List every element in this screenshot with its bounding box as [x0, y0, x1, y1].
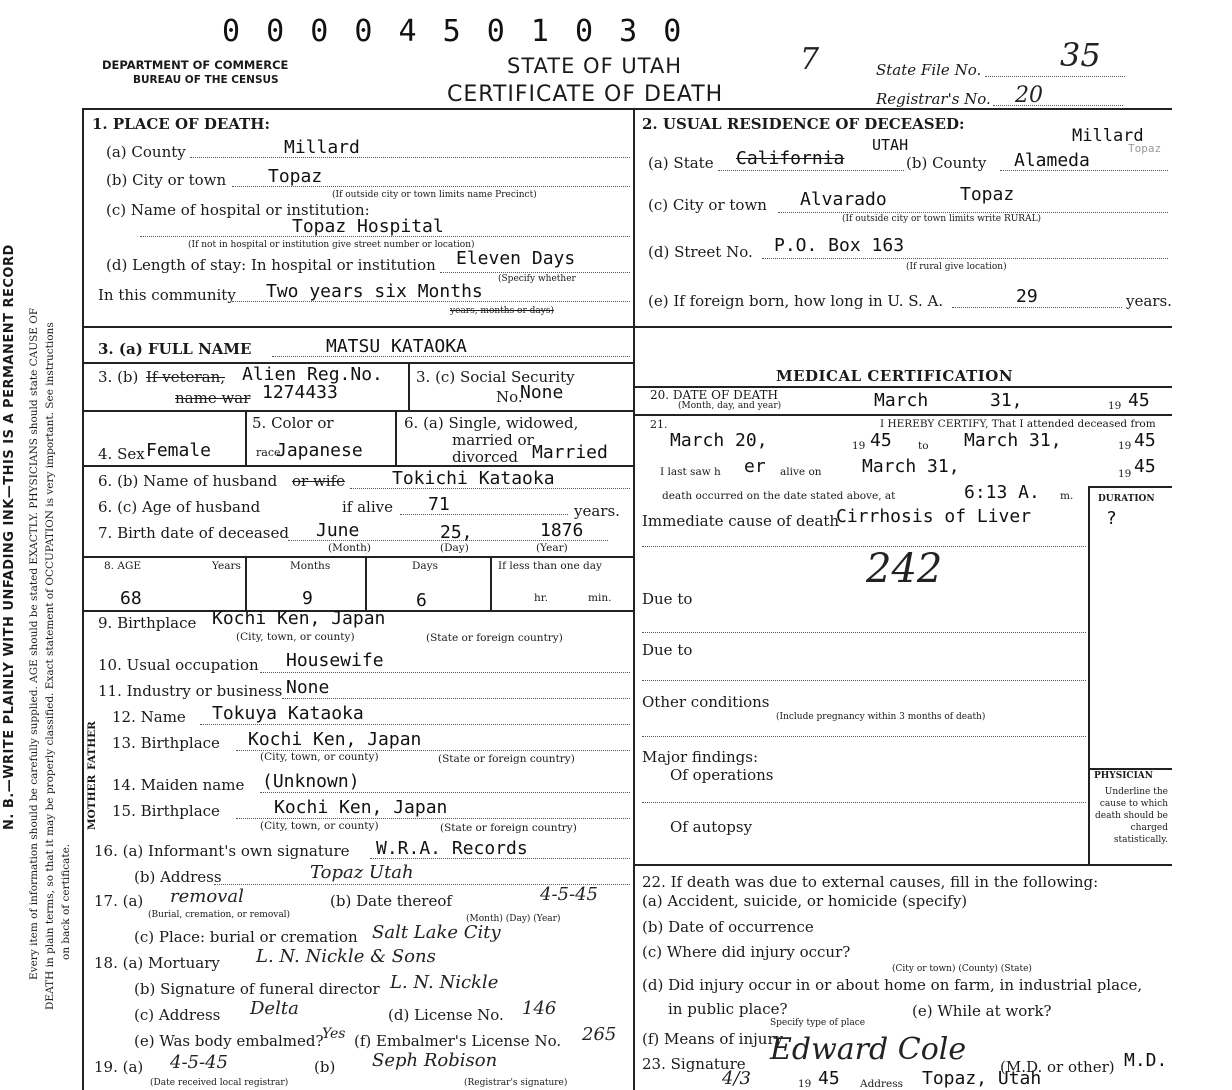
res-city-label: (c) City or town	[648, 196, 767, 214]
last-saw-her: er	[744, 456, 766, 477]
husband-age: 71	[428, 494, 450, 515]
mother-birthplace: Kochi Ken, Japan	[274, 797, 448, 818]
race: Japanese	[276, 440, 363, 461]
of-autopsy: Of autopsy	[670, 818, 753, 836]
res-county-over: Millard	[1072, 126, 1144, 146]
informant-address: Topaz Utah	[310, 862, 414, 883]
removal-label: 17. (a)	[94, 892, 144, 910]
external-c-note: (City or town) (County) (State)	[892, 964, 1032, 974]
res-foreign: 29	[1016, 286, 1038, 307]
pod-city-note: (If outside city or town limits name Precinct)	[332, 190, 537, 200]
age-min: min.	[588, 592, 612, 604]
father-name: Tokuya Kataoka	[212, 703, 364, 724]
pod-community-label: In this community	[98, 286, 236, 304]
full-name-label: 3. (a) FULL NAME	[98, 340, 252, 358]
top-mark: 7	[800, 42, 820, 77]
age-days-head: Days	[412, 560, 438, 572]
removal-date-label: (b) Date thereof	[330, 892, 452, 910]
filed-label: 19. (a)	[94, 1058, 144, 1076]
birth-month: June	[316, 520, 360, 541]
mother-side-label: MOTHER	[86, 774, 98, 830]
attend-from-year-prefix: 19	[852, 440, 866, 452]
signature-year-prefix: 19	[798, 1078, 812, 1090]
bureau-label: BUREAU OF THE CENSUS	[133, 74, 279, 86]
registrar-signature: Seph Robison	[372, 1050, 498, 1071]
embalmer-license: 265	[582, 1024, 617, 1045]
immediate-cause-label: Immediate cause of death	[642, 512, 840, 530]
certify-number: 21.	[650, 418, 668, 431]
father-city-note: (City, town, or county)	[260, 751, 379, 763]
time-of-death: 6:13 A.	[964, 482, 1040, 503]
father-bp-label: 13. Birthplace	[112, 734, 220, 752]
pod-hospital: Topaz Hospital	[292, 216, 444, 237]
last-year-prefix: 19	[1118, 468, 1132, 480]
informant-signature: W.R.A. Records	[376, 838, 528, 859]
birthplace-state-note: (State or foreign country)	[426, 632, 563, 644]
filed-note: (Date received local registrar)	[150, 1078, 289, 1088]
attend-to-year: 45	[1134, 430, 1156, 451]
husband-name: Tokichi Kataoka	[392, 468, 555, 489]
mother-name: (Unknown)	[262, 771, 360, 792]
informant-addr-label: (b) Address	[134, 868, 222, 886]
dod-year-prefix: 19	[1108, 400, 1122, 412]
month-note: (Month)	[328, 542, 372, 554]
of-operations: Of operations	[670, 766, 774, 784]
dod-label: 20. DATE OF DEATH	[650, 388, 778, 402]
margin-warning: N. B.—WRITE PLAINLY WITH UNFADING INK—THIS IS A PERMANENT RECORD	[2, 244, 17, 830]
registrar-sig-label: (b)	[314, 1058, 336, 1076]
color-label: 5. Color or	[252, 414, 334, 432]
last-saw-a: I last saw h	[660, 466, 721, 478]
pod-stay: Eleven Days	[456, 248, 576, 269]
or-wife-struck: or wife	[292, 472, 346, 490]
res-county-over2: Topaz	[1128, 142, 1162, 155]
ss-number: None	[520, 382, 564, 403]
md-label: (M.D. or other)	[1000, 1058, 1115, 1076]
year-note: (Year)	[536, 542, 568, 554]
director-label: (b) Signature of funeral director	[134, 980, 380, 998]
mother-city-note: (City, town, or county)	[260, 820, 379, 832]
pod-city: Topaz	[268, 166, 323, 187]
signature-year: 45	[818, 1068, 840, 1089]
sex: Female	[146, 440, 212, 461]
director-signature: L. N. Nickle	[390, 972, 499, 993]
dod-day: 31,	[990, 390, 1023, 411]
marital-status: Married	[532, 442, 608, 463]
dod-note: (Month, day, and year)	[678, 401, 782, 411]
res-street: P.O. Box 163	[774, 235, 905, 256]
burial-place: Salt Lake City	[372, 922, 501, 943]
state-file-number: 35	[1060, 36, 1101, 74]
pod-community-note: years, months or days)	[450, 306, 554, 316]
marital-label-3: divorced	[452, 448, 518, 466]
pod-hospital-label: (c) Name of hospital or institution:	[106, 201, 370, 219]
birthplace-city-note: (City, town, or county)	[236, 631, 355, 643]
margin-instructions-3: on back of certificate.	[60, 843, 72, 960]
registrar-sig-note: (Registrar's signature)	[464, 1078, 568, 1088]
last-saw-b: alive on	[780, 466, 822, 478]
last-saw-date: March 31,	[862, 456, 960, 477]
pod-county-label: (a) County	[106, 143, 186, 161]
serial-number: 0 0 0 0 4 5 0 1 0 3 0	[222, 14, 686, 49]
age-hr: hr.	[534, 592, 548, 604]
state-heading: STATE OF UTAH	[507, 54, 683, 78]
pod-specify-note: (Specify whether	[498, 274, 576, 284]
time-m: m.	[1060, 490, 1074, 502]
res-city: Alvarado	[800, 189, 887, 210]
immediate-cause: Cirrhosis of Liver	[836, 506, 1032, 527]
father-state-note: (State or foreign country)	[438, 753, 575, 765]
embalmed: Yes	[322, 1026, 346, 1042]
marital-label: 6. (a) Single, widowed,	[404, 414, 579, 432]
birth-date-label: 7. Birth date of deceased	[98, 524, 289, 542]
mortuary-label: 18. (a) Mortuary	[94, 954, 220, 972]
physician-head: PHYSICIAN	[1094, 771, 1153, 781]
mortuary: L. N. Nickle & Sons	[256, 946, 436, 967]
filed-date: 4-5-45	[170, 1052, 228, 1073]
md-value: M.D.	[1124, 1050, 1168, 1071]
embalmed-label: (e) Was body embalmed?	[134, 1032, 324, 1050]
residence-heading: 2. USUAL RESIDENCE OF DECEASED:	[642, 115, 965, 133]
mortuary-address: Delta	[250, 998, 299, 1019]
attend-to: to	[918, 440, 929, 452]
res-county: Alameda	[1014, 150, 1090, 171]
dod-year: 45	[1128, 390, 1150, 411]
place-of-death-heading: 1. PLACE OF DEATH:	[92, 115, 271, 133]
removal-date: 4-5-45	[540, 884, 598, 905]
age-years: 68	[120, 588, 142, 609]
father-birthplace: Kochi Ken, Japan	[248, 729, 422, 750]
external-f: (f) Means of injury	[642, 1030, 784, 1048]
husband-age-years: years.	[574, 502, 620, 520]
signature-address-label: Address	[860, 1078, 904, 1090]
license-number: 146	[522, 998, 557, 1019]
certificate-title: CERTIFICATE OF DEATH	[447, 82, 724, 107]
major-findings: Major findings:	[642, 748, 759, 766]
pod-hospital-note: (If not in hospital or institution give street number or location)	[188, 240, 475, 250]
sex-label: 4. Sex	[98, 445, 145, 463]
signature-address: Topaz, Utah	[922, 1068, 1042, 1089]
physician-signature: Edward Cole	[770, 1032, 967, 1067]
other-conditions: Other conditions	[642, 693, 770, 711]
certify-text: I HEREBY CERTIFY, That I attended deceased from	[880, 418, 1156, 430]
husband-label: 6. (b) Name of husband	[98, 472, 278, 490]
license-label: (d) License No.	[388, 1006, 504, 1024]
external-d2: in public place?	[668, 1000, 788, 1018]
res-years: years.	[1126, 292, 1172, 310]
husband-age-label: 6. (c) Age of husband	[98, 498, 261, 516]
age-months-head: Months	[290, 560, 331, 572]
res-city-note: (If outside city or town limits write RURAL)	[842, 214, 1042, 224]
age-less-day: If less than one day	[498, 560, 602, 572]
veteran-struck: If veteran,	[146, 368, 226, 386]
pod-county: Millard	[284, 137, 360, 158]
item-3b-label: 3. (b)	[98, 368, 139, 386]
external-c: (c) Where did injury occur?	[642, 943, 851, 961]
birthplace: Kochi Ken, Japan	[212, 608, 386, 629]
father-side-label: FATHER	[86, 721, 98, 770]
age-days: 6	[416, 590, 427, 611]
external-b: (b) Date of occurrence	[642, 918, 814, 936]
margin-instructions-2: DEATH in plain terms, so that it may be properly classified. Exact statement of OCCUPATION is very important. See instructions	[44, 322, 56, 1010]
day-note: (Day)	[440, 542, 469, 554]
registrar-label: Registrar's No.	[876, 90, 991, 108]
alien-reg-label: Alien Reg.No.	[242, 364, 383, 385]
medical-heading: MEDICAL CERTIFICATION	[776, 367, 1014, 385]
attend-to-year-prefix: 19	[1118, 440, 1132, 452]
res-city-over: Topaz	[960, 184, 1015, 205]
removal-note: (Burial, cremation, or removal)	[148, 910, 291, 920]
other-conditions-note: (Include pregnancy within 3 months of death)	[776, 712, 986, 722]
industry: None	[286, 677, 330, 698]
race-label: race	[256, 446, 281, 459]
mother-name-label: 14. Maiden name	[112, 776, 245, 794]
alien-reg-number: 1274433	[262, 382, 338, 403]
specify-type: Specify type of place	[770, 1018, 866, 1028]
cause-code: 242	[866, 546, 943, 592]
occurred-text: death occurred on the date stated above, at	[662, 490, 896, 502]
industry-label: 11. Industry or business	[98, 682, 283, 700]
full-name: MATSU KATAOKA	[326, 336, 467, 357]
due-to-1: Due to	[642, 590, 693, 608]
res-state-over: UTAH	[872, 136, 909, 154]
name-war-struck: name war	[175, 389, 251, 407]
immediate-duration: ?	[1106, 508, 1117, 529]
physician-note: Underline the cause to which death should be charged statistically.	[1095, 787, 1168, 845]
attend-from-year: 45	[870, 430, 892, 451]
attend-to-date: March 31,	[964, 430, 1062, 451]
external-heading: 22. If death was due to external causes, fill in the following:	[642, 873, 1099, 891]
embalmer-license-label: (f) Embalmer's License No.	[354, 1032, 562, 1050]
pod-city-label: (b) City or town	[106, 171, 227, 189]
signature-date: 4/3	[722, 1068, 751, 1089]
mother-bp-label: 15. Birthplace	[112, 802, 220, 820]
birth-day: 25,	[440, 522, 473, 543]
mother-state-note: (State or foreign country)	[440, 822, 577, 834]
res-foreign-label: (e) If foreign born, how long in U. S. A.	[648, 292, 944, 310]
age-years-head: Years	[212, 560, 241, 572]
ss-no-label: No.	[496, 388, 523, 406]
dod-month: March	[874, 390, 929, 411]
external-e: (e) While at work?	[912, 1002, 1052, 1020]
ss-label: 3. (c) Social Security	[416, 368, 575, 386]
signature-label: 23. Signature	[642, 1055, 746, 1073]
external-a: (a) Accident, suicide, or homicide (specify)	[642, 892, 968, 910]
external-d: (d) Did injury occur in or about home on farm, in industrial place,	[642, 976, 1143, 994]
pod-community: Two years six Months	[266, 281, 483, 302]
marital-label-2: married or	[452, 431, 534, 449]
occupation: Housewife	[286, 650, 384, 671]
husband-age-suffix: if alive	[342, 498, 394, 516]
res-state-label: (a) State	[648, 154, 714, 172]
state-file-label: State File No.	[876, 61, 982, 79]
father-name-label: 12. Name	[112, 708, 186, 726]
mortuary-address-label: (c) Address	[134, 1006, 221, 1024]
pod-stay-label: (d) Length of stay: In hospital or institution	[106, 256, 436, 274]
department-label: DEPARTMENT OF COMMERCE	[102, 58, 289, 72]
birthplace-label: 9. Birthplace	[98, 614, 197, 632]
res-county-label: (b) County	[906, 154, 987, 172]
age-months: 9	[302, 588, 313, 609]
removal: removal	[170, 886, 244, 907]
registrar-number: 20	[1015, 83, 1043, 108]
removal-date-note: (Month) (Day) (Year)	[466, 914, 561, 924]
attend-from: March 20,	[670, 430, 768, 451]
duration-head: DURATION	[1098, 494, 1155, 504]
res-street-note: (If rural give location)	[906, 262, 1007, 272]
burial-place-label: (c) Place: burial or cremation	[134, 928, 358, 946]
birth-year: 1876	[540, 520, 584, 541]
age-label: 8. AGE	[104, 560, 141, 572]
last-year: 45	[1134, 456, 1156, 477]
res-street-label: (d) Street No.	[648, 243, 753, 261]
due-to-2: Due to	[642, 641, 693, 659]
margin-instructions-1: Every item of information should be carefully supplied. AGE should be stated EXACTLY. PHYSICIANS should state CAUSE OF	[28, 307, 40, 980]
informant-sig-label: 16. (a) Informant's own signature	[94, 842, 350, 860]
res-state: California	[736, 148, 845, 169]
occupation-label: 10. Usual occupation	[98, 656, 259, 674]
